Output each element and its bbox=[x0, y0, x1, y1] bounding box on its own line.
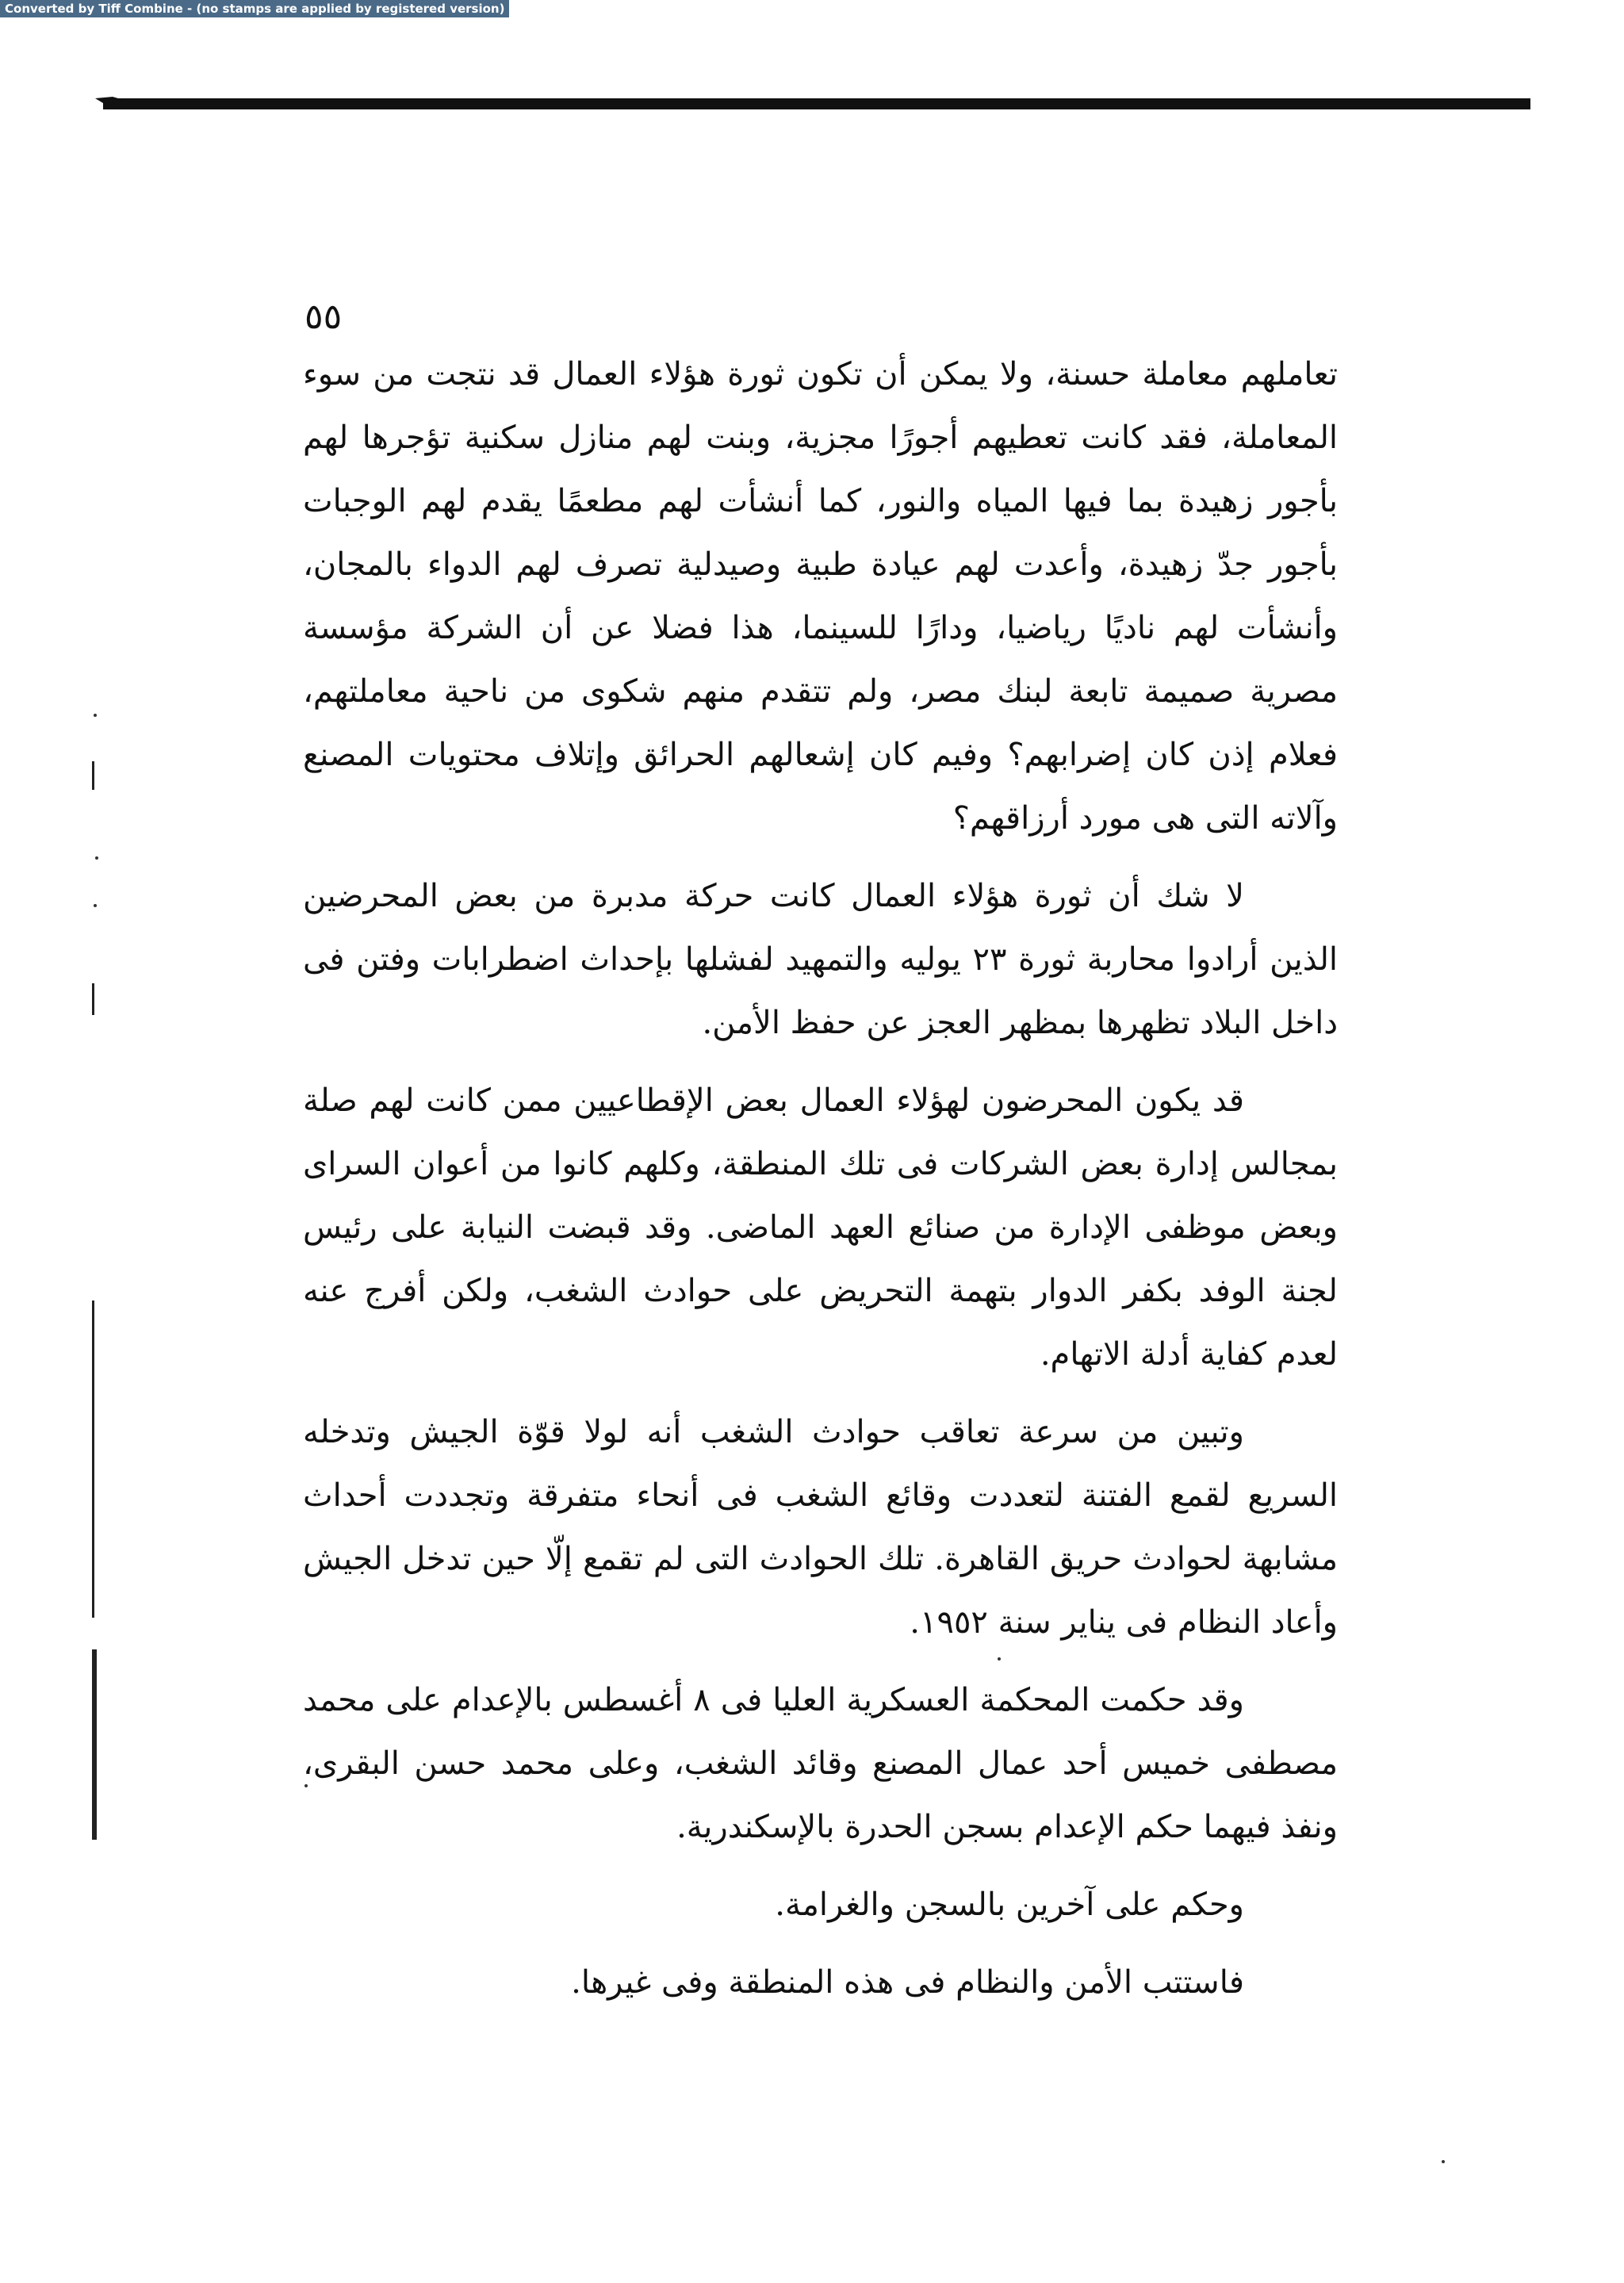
paragraph: فاستتب الأمن والنظام فى هذه المنطقة وفى غيرها. bbox=[571, 1964, 1244, 2001]
scan-margin-line bbox=[92, 1649, 97, 1840]
top-rule bbox=[103, 98, 1530, 109]
converter-stamp-banner: Converted by Tiff Combine - (no stamps are applied by registered version) bbox=[0, 0, 509, 17]
scan-margin-line bbox=[92, 983, 94, 1015]
paragraph: تعاملهم معاملة حسنة، ولا يمكن أن تكون ثورة هؤلاء العمال قد نتجت من سوء المعاملة، فقد كانت تعطيهم أجورًا مجزية، وبنت لهم منازل سكنية تؤجرها لهم بأجور زهيدة بما فيها المياه والنور، كما أنشأت لهم مطعمًا يقدم لهم الوجبات بأجور جدّ زهيدة، وأعدت لهم عيادة طبية وصيدلية تصرف لهم الدواء بالمجان، وأنشأت لهم ناديًا رياضيا، ودارًا للسينما، هذا فضلا عن أن الشركة مؤسسة مصرية صميمة تابعة لبنك مصر، ولم تتقدم منهم شكوى من ناحية معاملتهم، فعلام إذن كان إضرابهم؟ وفيم كان إشعالهم الحرائق وإتلاف محتويات المصنع وآلاته التى هى مورد أرزاقهم؟ bbox=[303, 356, 1339, 837]
scan-speck bbox=[95, 856, 98, 860]
scan-speck bbox=[94, 714, 97, 717]
paragraph: لا شك أن ثورة هؤلاء العمال كانت حركة مدبرة من بعض المحرضين الذين أرادوا محاربة ثورة ٢٣ يوليه والتمهيد لفشلها بإحداث اضطرابات وفتن فى داخل البلاد تظهرها بمظهر العجز عن حفظ الأمن. bbox=[303, 878, 1339, 1041]
paragraph: وحكم على آخرين بالسجن والغرامة. bbox=[775, 1887, 1244, 1923]
rule-flourish bbox=[94, 94, 125, 111]
paragraph: وتبين من سرعة تعاقب حوادث الشغب أنه لولا قوّة الجيش وتدخله السريع لقمع الفتنة لتعددت وقائع الشغب فى أنحاء متفرقة وتجددت أحداث مشابهة لحوادث حريق القاهرة. تلك الحوادث التى لم تقمع إلّا حين تدخل الجيش وأعاد النظام فى يناير سنة ١٩٥٢. bbox=[303, 1414, 1338, 1641]
scan-margin-line bbox=[92, 1300, 94, 1618]
paragraph: قد يكون المحرضون لهؤلاء العمال بعض الإقطاعيين ممن كانت لهم صلة بمجالس إدارة بعض الشركات فى تلك المنطقة، وكلهم كانوا من أعوان السراى وبعض موظفى الإدارة من صنائع العهد الماضى. وقد قبضت النيابة على رئيس لجنة الوفد بكفر الدوار بتهمة التحريض على حوادث الشغب، ولكن أفرج عنه لعدم كفاية أدلة الاتهام. bbox=[303, 1082, 1338, 1373]
body-text bbox=[303, 343, 1338, 2028]
page-number: ٥٥ bbox=[304, 297, 343, 337]
paragraph: وقد حكمت المحكمة العسكرية العليا فى ٨ أغسطس بالإعدام على محمد مصطفى خميس أحد عمال المصنع وقائد الشغب، وعلى محمد حسن البقرى، ونفذ فيهما حكم الإعدام بسجن الحدرة بالإسكندرية. bbox=[303, 1682, 1338, 1845]
scan-speck bbox=[1442, 2160, 1445, 2163]
scan-speck bbox=[94, 904, 97, 907]
scan-margin-line bbox=[92, 761, 94, 790]
